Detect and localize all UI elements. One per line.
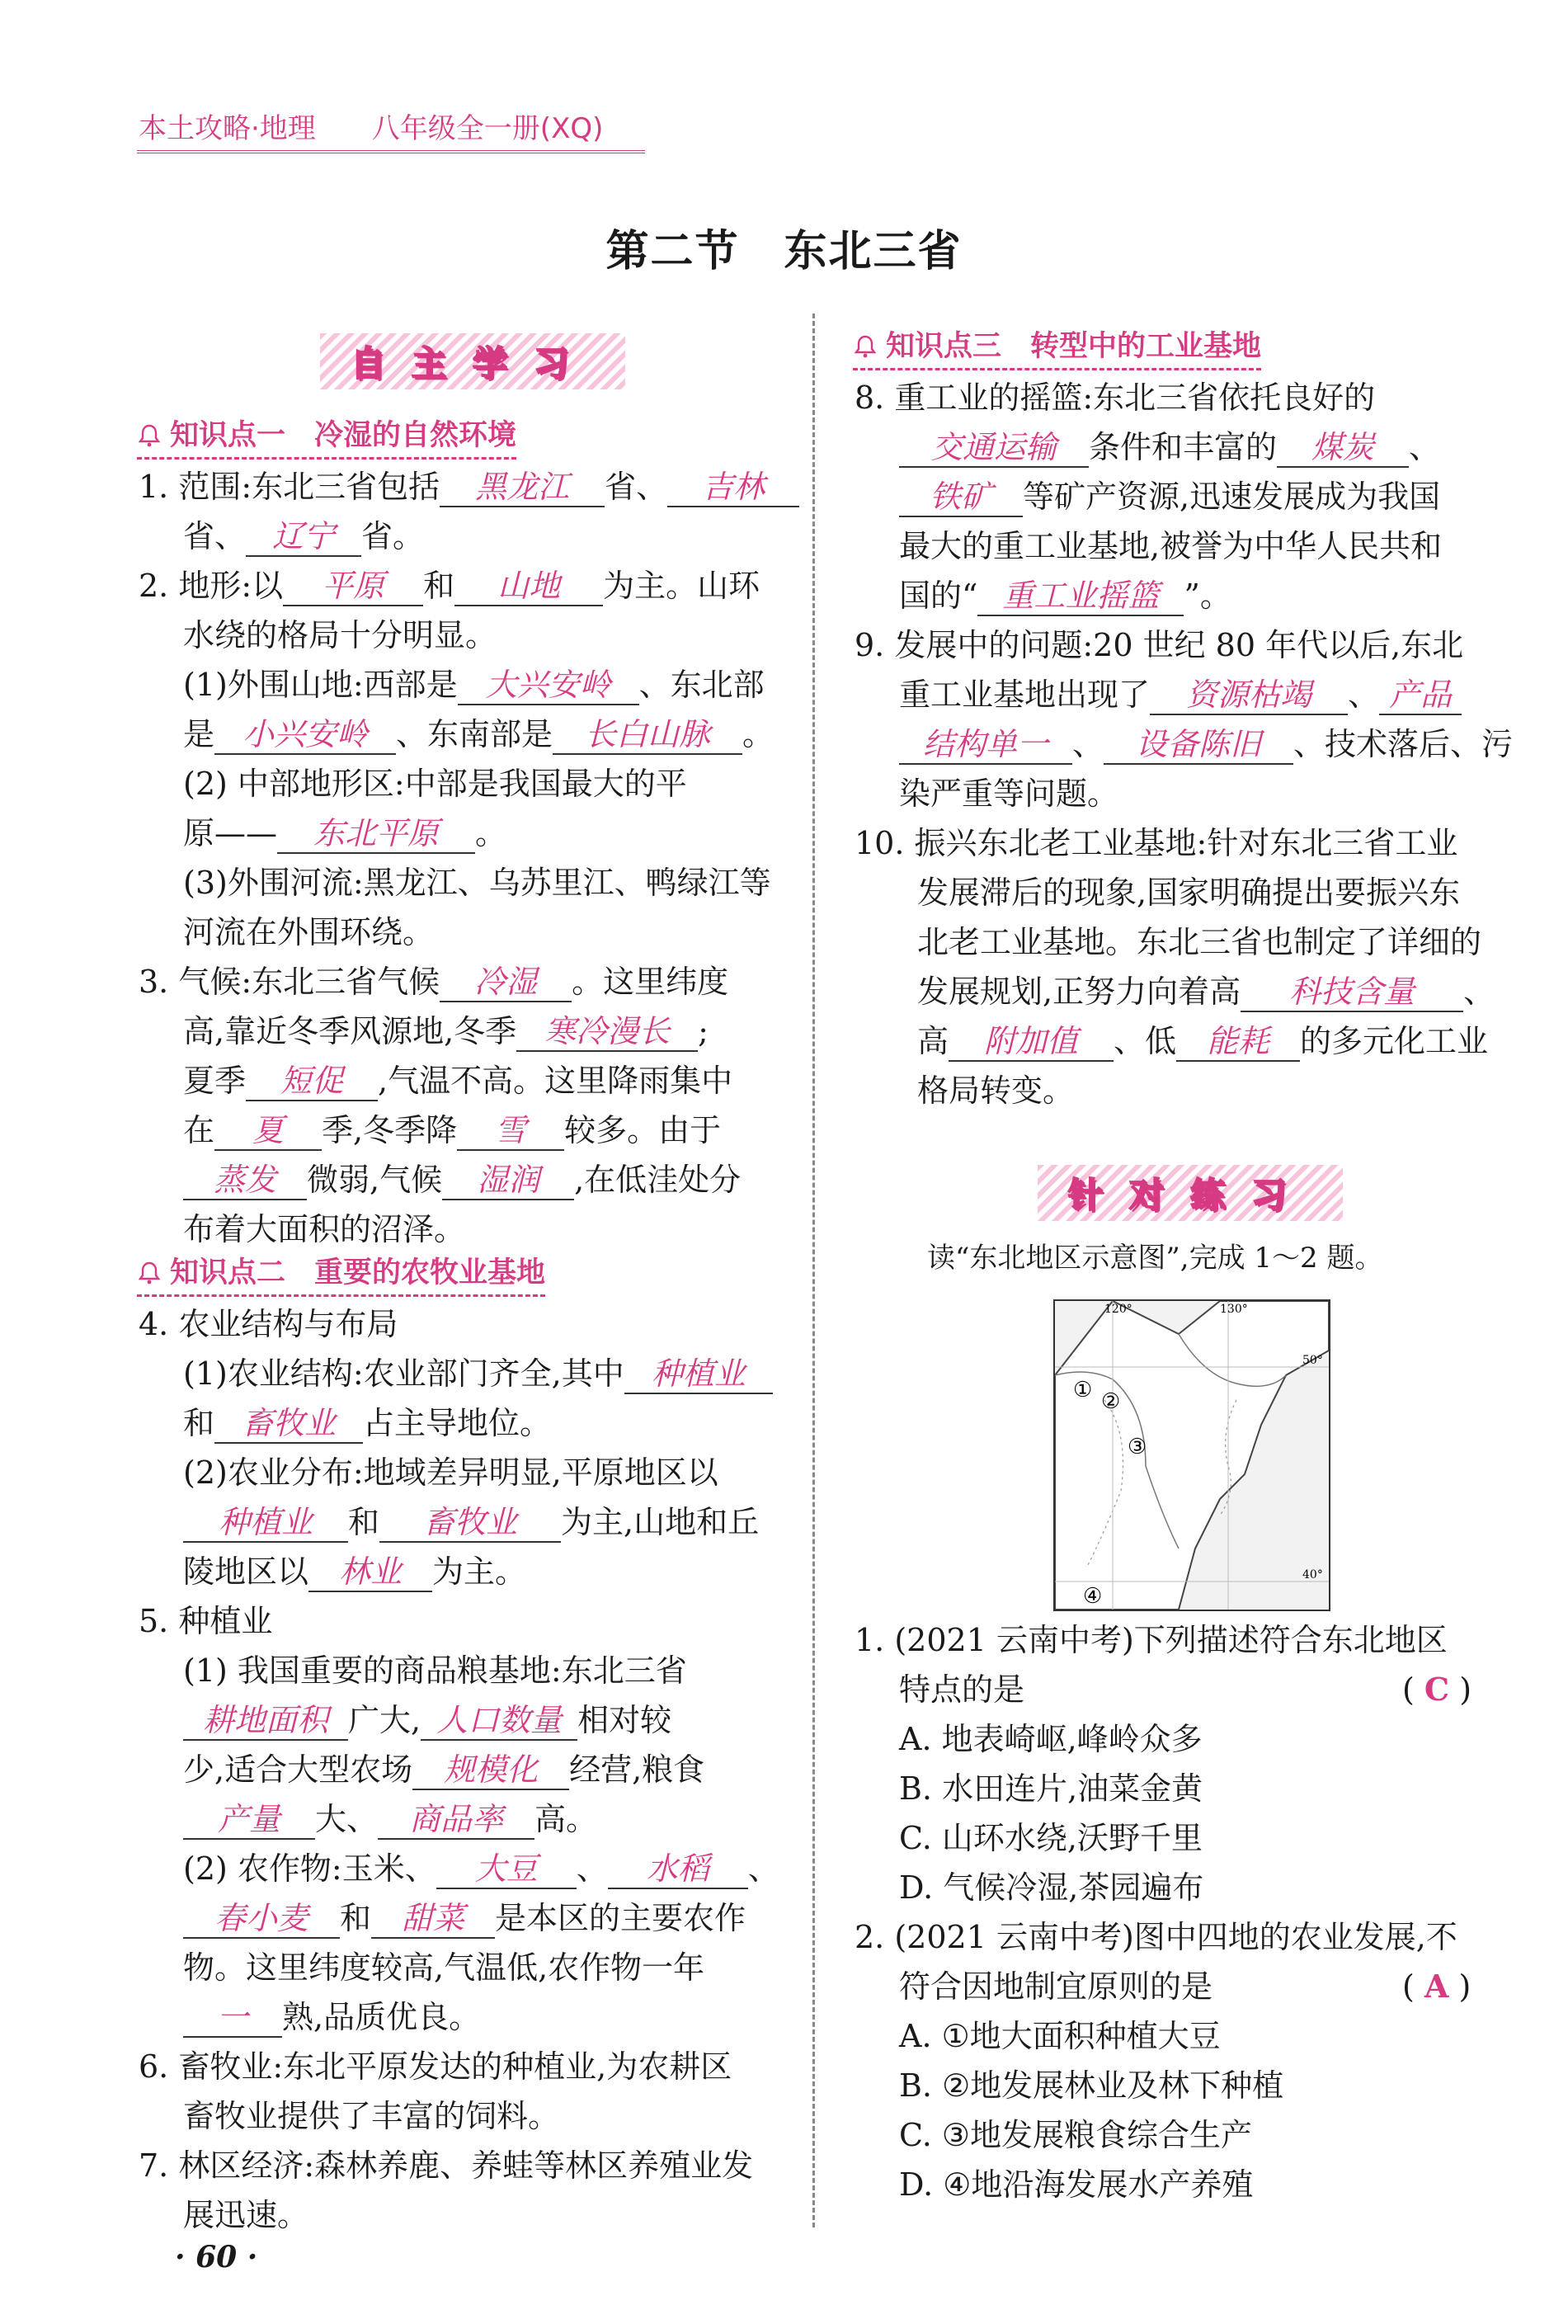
q4-sub1-line1: (1)农业结构:农业部门齐全,其中 种植业 [183, 1349, 773, 1398]
answer-scale: 规模化 [412, 1751, 569, 1790]
answer-population: 人口数量 [421, 1701, 577, 1741]
q2-sub2-line2: 原—— 东北平原 。 [183, 808, 506, 858]
bell-icon [137, 1261, 162, 1285]
answer-sugar-beet: 甜菜 [371, 1899, 495, 1939]
q1-line1: 1. 范围:东北三省包括 黑龙江 省、 吉林 [139, 462, 799, 511]
mcq1-answer: ( C ) [1402, 1671, 1472, 1708]
knowledge-point-1 [137, 412, 516, 460]
mcq2-option-b: B. ②地发展林业及林下种植 [899, 2067, 1284, 2104]
q5-sub2-line3: 物。这里纬度较高,气温低,农作物一年 [183, 1949, 705, 1986]
answer-spring-wheat: 春小麦 [183, 1899, 340, 1939]
northeast-map [1053, 1299, 1330, 1611]
page-number: · 60 · [175, 2240, 258, 2275]
mcq2-stem-line1: 2. (2021 云南中考)图中四地的农业发展,不 [855, 1919, 1457, 1955]
map-lon-130: 130° [1220, 1303, 1248, 1316]
q5-sub2-line1: (2) 农作物:玉米、 大豆 、 水稻 、 [183, 1844, 779, 1893]
answer-livestock-2: 畜牧业 [379, 1503, 561, 1543]
mcq1-option-d: D. 气候冷湿,茶园遍布 [899, 1869, 1204, 1906]
banner-practice: 针对练习 [1038, 1165, 1343, 1221]
answer-planting: 种植业 [624, 1355, 773, 1394]
answer-changbaishan: 长白山脉 [553, 715, 742, 755]
mcq1-option-c: C. 山环水绕,沃野千里 [899, 1820, 1203, 1856]
answer-cradle: 重工业摇篮 [977, 577, 1184, 616]
answer-tech-content: 科技含量 [1241, 973, 1463, 1012]
answer-output: 产量 [183, 1800, 315, 1840]
q4-title: 4. 农业结构与布局 [139, 1306, 398, 1342]
kp1-label: 知识点一 冷湿的自然环境 [170, 419, 517, 452]
q3-line4: 在 夏 季,冬季降 雪 较多。由于 [183, 1105, 721, 1155]
answer-one: 一 [183, 1998, 282, 2038]
q3-line3: 夏季 短促 ,气温不高。这里降雨集中 [183, 1056, 732, 1105]
q2-sub1-line1: (1)外围山地:西部是 大兴安岭 、东北部 [183, 660, 765, 709]
q5-sub2-line2: 春小麦 和 甜菜 是本区的主要农作 [183, 1893, 746, 1943]
q10-line1: 10. 振兴东北老工业基地:针对东北三省工业 [855, 825, 1458, 861]
q6-line1: 6. 畜牧业:东北平原发达的种植业,为农耕区 [139, 2048, 732, 2085]
answer-xiaoxinganling: 小兴安岭 [214, 715, 396, 755]
q5-sub1-line4: 产量 大、 商品率 高。 [183, 1794, 597, 1844]
answer-mountain: 山地 [454, 567, 603, 606]
answer-commodity-rate: 商品率 [378, 1800, 534, 1840]
q7-line2: 展迅速。 [183, 2197, 309, 2233]
mcq1-stem-line2: 特点的是 [899, 1671, 1025, 1708]
map-drawing [1055, 1301, 1329, 1610]
q4-sub2-line2: 种植业 和 畜牧业 为主,山地和丘 [183, 1497, 759, 1547]
answer-resource-depletion: 资源枯竭 [1150, 676, 1348, 715]
answer-added-value: 附加值 [949, 1022, 1114, 1062]
practice-intro: 读“东北地区示意图”,完成 1～2 题。 [927, 1242, 1383, 1275]
q2-sub1-line2: 是 小兴安岭 、东南部是 长白山脉 。 [183, 709, 774, 759]
q5-sub2-line4: 一 熟,品质优良。 [183, 1992, 480, 2042]
answer-planting-2: 种植业 [183, 1503, 348, 1543]
q4-sub1-line2: 和 畜牧业 占主导地位。 [183, 1398, 551, 1448]
answer-transport: 交通运输 [899, 428, 1089, 468]
answer-snow: 雪 [457, 1111, 564, 1151]
answer-soybean: 大豆 [436, 1850, 577, 1889]
knowledge-point-2 [137, 1250, 545, 1297]
q2-line1: 2. 地形:以 平原 和 山地 为主。山环 [139, 561, 760, 610]
running-header: 本土攻略·地理 八年级全一册(XQ) [139, 112, 604, 145]
q9-line2: 重工业基地出现了 资源枯竭 、 产品 [899, 670, 1462, 719]
q10-line3: 北老工业基地。东北三省也制定了详细的 [917, 924, 1482, 960]
map-marker-2: ② [1101, 1389, 1121, 1414]
q5-sub1-line2: 耕地面积 广大, 人口数量 相对较 [183, 1695, 671, 1745]
answer-cold-long: 寒冷漫长 [516, 1012, 698, 1052]
answer-plain: 平原 [283, 567, 423, 606]
answer-iron-ore: 铁矿 [899, 478, 1023, 517]
answer-forestry: 林业 [308, 1553, 432, 1592]
q8-line1: 8. 重工业的摇篮:东北三省依托良好的 [855, 379, 1376, 416]
mcq1-option-a: A. 地表崎岖,峰岭众多 [899, 1721, 1203, 1757]
answer-single-structure: 结构单一 [899, 725, 1072, 765]
q8-line3: 铁矿 等矿产资源,迅速发展成为我国 [899, 472, 1440, 521]
mcq2-stem-line2: 符合因地制宜原则的是 [899, 1968, 1213, 2005]
answer-jilin: 吉林 [667, 468, 799, 507]
q8-line4: 最大的重工业基地,被誉为中华人民共和 [899, 528, 1443, 564]
q6-line2: 畜牧业提供了丰富的饲料。 [183, 2098, 560, 2134]
banner-self-study: 自主学习 [320, 333, 625, 389]
mcq2-option-d: D. ④地沿海发展水产养殖 [899, 2166, 1254, 2203]
answer-coal: 煤炭 [1277, 428, 1409, 468]
q8-line5: 国的“ 重工业摇篮 ”。 [899, 571, 1231, 620]
mcq2-option-c: C. ③地发展粮食综合生产 [899, 2117, 1252, 2153]
q5-sub1-line3: 少,适合大型农场 规模化 经营,粮食 [183, 1745, 704, 1794]
q10-line2: 发展滞后的现象,国家明确提出要振兴东 [917, 874, 1461, 911]
answer-liaoning: 辽宁 [246, 517, 361, 557]
section-title: 第二节 东北三省 [605, 226, 963, 276]
q9-line1: 9. 发展中的问题:20 世纪 80 年代以后,东北 [855, 627, 1464, 663]
answer-rice: 水稻 [608, 1850, 748, 1889]
q4-sub2-line1: (2)农业分布:地域差异明显,平原地区以 [183, 1454, 718, 1491]
map-lat-40: 40° [1302, 1568, 1323, 1582]
map-marker-1: ① [1073, 1378, 1093, 1402]
answer-cold-humid: 冷湿 [440, 963, 572, 1002]
answer-humid: 湿润 [442, 1161, 574, 1200]
answer-old-equipment: 设备陈旧 [1104, 725, 1293, 765]
answer-heilongjiang: 黑龙江 [440, 468, 605, 507]
q3-line6: 布着大面积的沼泽。 [183, 1211, 466, 1247]
answer-energy: 能耗 [1176, 1022, 1300, 1062]
kp2-label: 知识点二 重要的农牧业基地 [170, 1256, 546, 1289]
answer-short: 短促 [246, 1062, 378, 1101]
mcq1-stem-line1: 1. (2021 云南中考)下列描述符合东北地区 [855, 1622, 1448, 1658]
q5-title: 5. 种植业 [139, 1603, 273, 1639]
column-divider [812, 313, 815, 2227]
q5-sub1-line1: (1) 我国重要的商品粮基地:东北三省 [183, 1652, 687, 1689]
q2-sub3-line2: 河流在外围环绕。 [183, 914, 435, 950]
q9-line3: 结构单一 、 设备陈旧 、技术落后、污 [899, 719, 1513, 769]
q3-line2: 高,靠近冬季风源地,冬季 寒冷漫长 ; [183, 1006, 709, 1056]
q10-line5: 高 附加值 、低 能耗 的多元化工业 [917, 1016, 1488, 1066]
mcq1-option-b: B. 水田连片,油菜金黄 [899, 1770, 1203, 1807]
bell-icon [137, 423, 162, 448]
mcq2-option-a: A. ①地大面积种植大豆 [899, 2018, 1221, 2054]
mcq2-answer: ( A ) [1402, 1968, 1471, 2005]
answer-daxinganling: 大兴安岭 [458, 666, 639, 705]
map-lat-50: 50° [1302, 1354, 1323, 1367]
q10-line6: 格局转变。 [917, 1072, 1075, 1109]
answer-livestock: 畜牧业 [214, 1404, 363, 1444]
map-marker-3: ③ [1128, 1435, 1147, 1459]
knowledge-point-3 [853, 323, 1261, 370]
q2-line2: 水绕的格局十分明显。 [183, 617, 497, 653]
q1-line2: 省、 辽宁 省。 [183, 511, 424, 561]
answer-evaporation: 蒸发 [183, 1161, 307, 1200]
bell-icon [853, 334, 878, 359]
map-marker-4: ④ [1083, 1584, 1103, 1609]
q4-sub2-line3: 陵地区以 林业 为主。 [183, 1547, 526, 1596]
answer-product: 产品 [1379, 676, 1462, 715]
answer-farmland-area: 耕地面积 [183, 1701, 348, 1741]
header-underline [137, 147, 645, 153]
q2-sub3-line1: (3)外围河流:黑龙江、乌苏里江、鸭绿江等 [183, 865, 771, 901]
q3-line5: 蒸发 微弱,气候 湿润 ,在低洼处分 [183, 1155, 741, 1204]
answer-northeast-plain: 东北平原 [277, 814, 475, 854]
q7-line1: 7. 林区经济:森林养鹿、养蛙等林区养殖业发 [139, 2147, 754, 2184]
q9-line4: 染严重等问题。 [899, 775, 1119, 812]
kp3-label: 知识点三 转型中的工业基地 [886, 330, 1262, 363]
q10-line4: 发展规划,正努力向着高 科技含量 、 [917, 967, 1495, 1016]
answer-summer: 夏 [214, 1111, 322, 1151]
q2-sub2-line1: (2) 中部地形区:中部是我国最大的平 [183, 766, 687, 802]
q3-line1: 3. 气候:东北三省气候 冷湿 。这里纬度 [139, 957, 728, 1006]
map-lon-120: 120° [1104, 1303, 1132, 1316]
q8-line2: 交通运输 条件和丰富的 煤炭 、 [899, 422, 1440, 472]
